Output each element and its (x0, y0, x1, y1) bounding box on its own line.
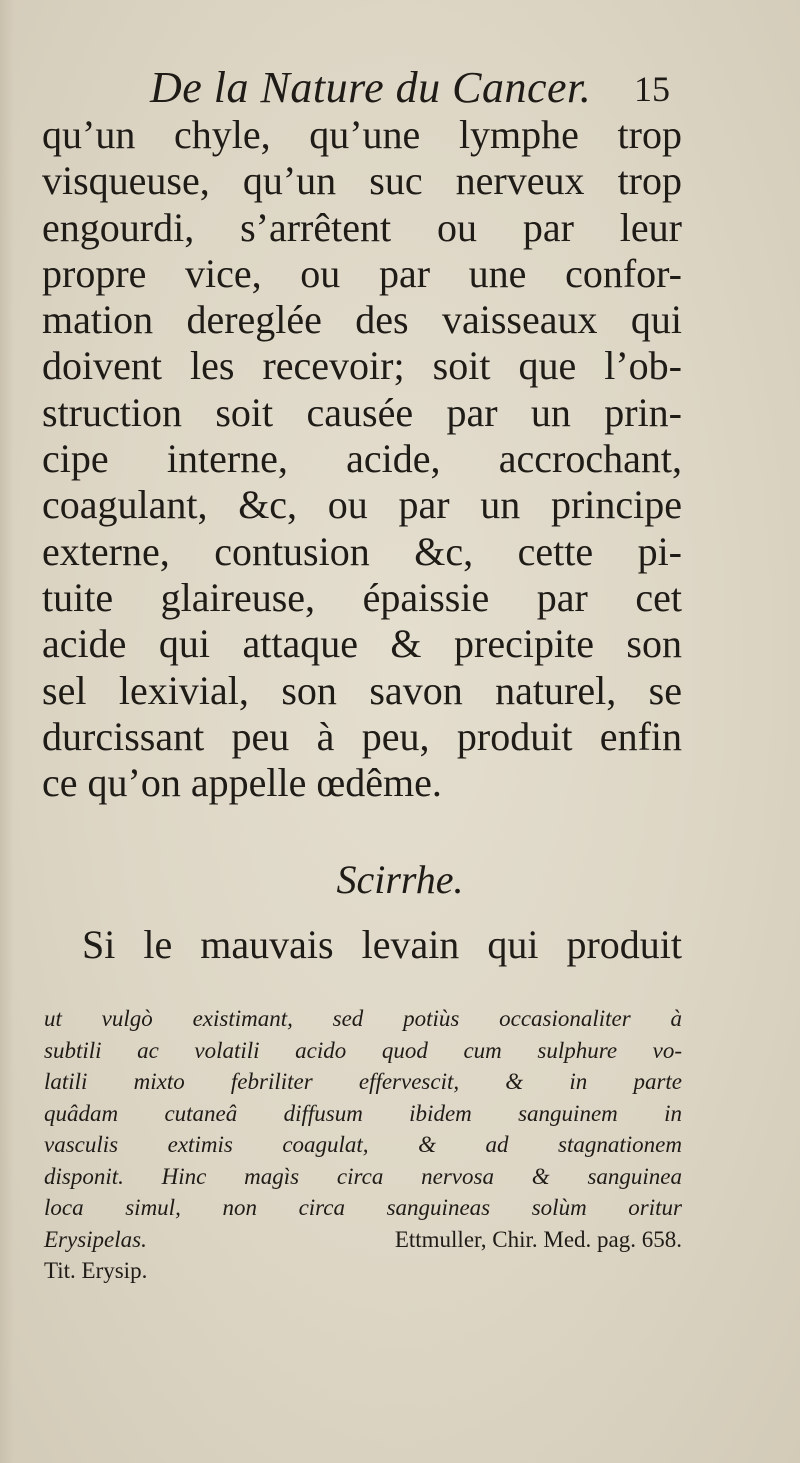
text-line: propre vice, ou par une confor- (42, 250, 682, 296)
next-paragraph (42, 922, 682, 968)
footnote-line: latili mixto febriliter effervescit, & in parte (44, 1069, 682, 1094)
footnote-line: subtili ac volatili acido quod cum sulphure vo- (44, 1037, 682, 1063)
page-header (150, 62, 670, 112)
footnote-line: disponit. Hinc magìs circa nervosa & sanguinea (44, 1163, 682, 1189)
text-line: Si le mauvais levain qui produit (82, 922, 682, 967)
text-line: qu’un chyle, qu’une lymphe trop (42, 112, 682, 157)
footnote-line: loca simul, non circa sanguineas solùm oritur (44, 1195, 682, 1220)
footnote (44, 1003, 682, 1287)
text-line: visqueuse, qu’un suc nerveux trop (42, 158, 682, 204)
footnote-line: vasculis extimis coagulat, & ad stagnationem (44, 1132, 682, 1157)
text-line: durcissant peu à peu, produit enfin (42, 713, 682, 759)
text-line: coagulant, &c, ou par un principe (42, 482, 682, 528)
text-line: doivent les recevoir; soit que l’ob- (42, 343, 682, 389)
text-line: mation dereglée des vaisseaux qui (42, 297, 682, 343)
footnote-line: Tit. Erysip. (44, 1258, 148, 1283)
section-heading: Scirrhe. (336, 857, 464, 902)
footnote-citation: Ettmuller, Chir. Med. pag. 658. (394, 1226, 682, 1252)
text-line: externe, contusion &c, cette pi- (42, 528, 682, 574)
main-paragraph (42, 112, 682, 806)
running-title: De la Nature du Cancer. (150, 63, 592, 112)
text-line: sel lexivial, son savon naturel, se (42, 667, 682, 713)
text-line: struction soit causée par un prin- (42, 389, 682, 435)
text-line: ce qu’on appelle œdême. (42, 760, 442, 806)
text-line: tuite glaireuse, épaissie par cet (42, 574, 682, 620)
footnote-line: quâdam cutaneâ diffusum ibidem sanguinem in (44, 1100, 682, 1126)
text-line: cipe interne, acide, accrochant, (42, 436, 682, 482)
page-number: 15 (634, 69, 670, 109)
text-line: engourdi, s’arrêtent ou par leur (42, 204, 682, 250)
text-line: acide qui attaque & precipite son (42, 621, 682, 667)
footnote-line: ut vulgò existimant, sed potiùs occasionaliter à (44, 1006, 682, 1031)
footnote-citation-line (44, 1224, 682, 1256)
footnote-term: Erysipelas. (44, 1226, 147, 1252)
